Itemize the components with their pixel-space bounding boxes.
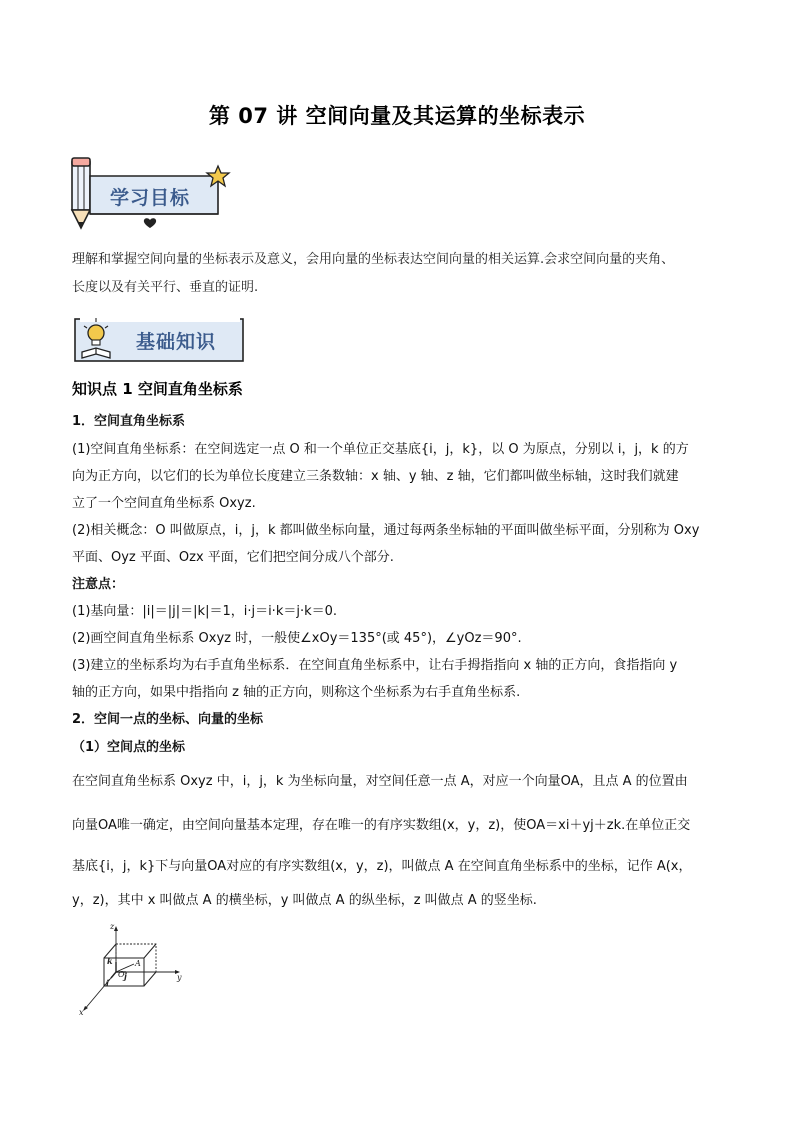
note-line-2: (2)画空间直角坐标系 Oxyz 时，一般使∠xOy＝135°(或 45°)，∠yOz＝90°.	[72, 631, 522, 646]
section-2-line-2: 向量OA唯一确定，由空间向量基本定理，存在唯一的有序实数组(x，y，z)，使OA＝xi＋yj＋zk.在单位正交	[72, 818, 691, 833]
j-vector-label: j	[124, 971, 127, 981]
section-2-line-4: y，z)，其中 x 叫做点 A 的横坐标，y 叫做点 A 的纵坐标，z 叫做点 A 的竖坐标.	[72, 893, 537, 908]
note-line-4: 轴的正方向，如果中指指向 z 轴的正方向，则称这个坐标系为右手直角坐标系.	[72, 685, 521, 700]
section-2-line-3: 基底{i，j，k}下与向量OA对应的有序实数组(x，y，z)，叫做点 A 在空间直角坐标系中的坐标，记作 A(x，	[72, 859, 692, 874]
section-1-line-3: 立了一个空间直角坐标系 Oxyz.	[72, 496, 256, 511]
x-axis-label: x	[79, 1008, 84, 1017]
section-1-line-5: 平面、Oyz 平面、Ozx 平面，它们把空间分成八个部分.	[72, 550, 394, 565]
i-vector-label: i	[106, 978, 110, 988]
learning-objective	[72, 246, 724, 302]
section-2-heading: 2．空间一点的坐标、向量的坐标	[72, 712, 264, 727]
section-2-subheading: （1）空间点的坐标	[72, 740, 186, 755]
z-axis-label: z	[110, 922, 115, 931]
k-vector-label: k	[107, 956, 113, 966]
objective-line-2: 长度以及有关平行、垂直的证明.	[72, 280, 259, 295]
knowledge-point-1-title: 知识点 1 空间直角坐标系	[72, 380, 243, 398]
section-2-line-1: 在空间直角坐标系 Oxyz 中，i，j，k 为坐标向量，对空间任意一点 A，对应一个向量OA，且点 A 的位置由	[72, 774, 688, 789]
point-a-label: A	[135, 959, 141, 968]
objective-line-1: 理解和掌握空间向量的坐标表示及意义，会用向量的坐标表达空间向量的相关运算.会求空间向量的夹角、	[72, 252, 675, 267]
y-axis-label: y	[177, 973, 182, 982]
note-line-1: (1)基向量：|i|＝|j|＝|k|＝1，i·j＝i·k＝j·k＝0.	[72, 604, 338, 619]
note-heading: 注意点：	[72, 577, 125, 592]
section-1-line-2: 向为正方向，以它们的长为单位长度建立三条数轴：x 轴、y 轴、z 轴，它们都叫做坐标轴，这时我们就建	[72, 469, 679, 484]
learning-goals-badge	[66, 156, 236, 236]
section-1-line-1: (1)空间直角坐标系：在空间选定一点 O 和一个单位正交基底{i，j，k}，以 O 为原点，分别以 i，j，k 的方	[72, 442, 689, 457]
cube-diagram	[74, 922, 194, 1022]
section-1-line-4: (2)相关概念：O 叫做原点，i，j，k 都叫做坐标向量，通过每两条坐标轴的平面叫做坐标平面，分别称为 Oxy	[72, 523, 700, 538]
learning-goals-label: 学习目标	[110, 187, 191, 209]
coordinate-cube-figure	[74, 922, 194, 1022]
basic-knowledge-badge	[74, 316, 246, 364]
basic-knowledge-label: 基础知识	[136, 331, 217, 353]
origin-label: O	[118, 970, 125, 979]
note-line-3: (3)建立的坐标系均为右手直角坐标系．在空间直角坐标系中，让右手拇指指向 x 轴的正方向，食指指向 y	[72, 658, 678, 673]
page-title: 第 07 讲 空间向量及其运算的坐标表示	[208, 104, 586, 128]
section-1-heading: 1．空间直角坐标系	[72, 414, 186, 429]
